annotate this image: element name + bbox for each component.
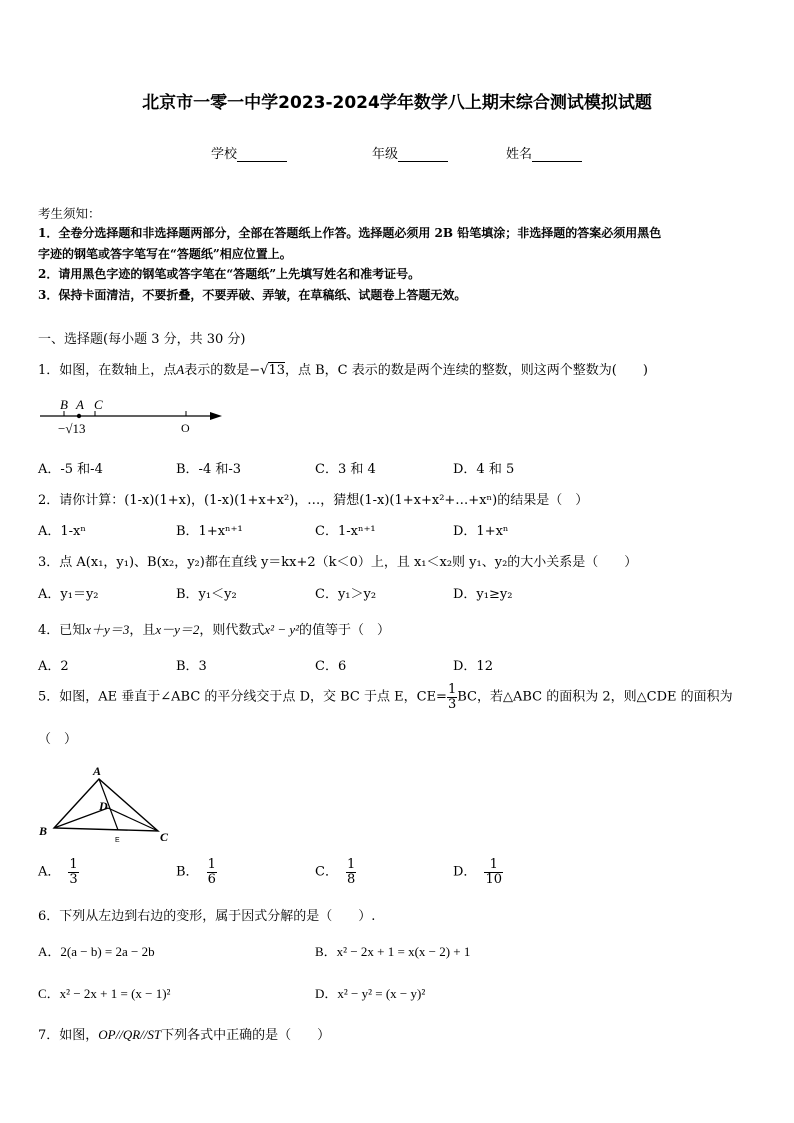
q5-option-b-num: 1	[207, 857, 216, 872]
school-field[interactable]	[211, 143, 287, 162]
section-heading: 一、选择题(每小题 3 分，共 30 分)	[38, 332, 246, 347]
point-a-dot	[77, 414, 81, 418]
q1-option-c[interactable]: C．3 和 4	[315, 462, 376, 477]
q1-mid: 表示的数是	[184, 363, 250, 378]
q4-expr-1: x＋y＝3	[85, 622, 130, 637]
label-b: B	[60, 397, 68, 412]
name-field[interactable]	[506, 143, 582, 162]
q5-pre: 5．如图，AE 垂直于∠ABC 的平分线交于点 D，交 BC 于点 E，CE=	[38, 689, 447, 705]
q6-option-a[interactable]: A．2(a − b) = 2a − 2b	[38, 944, 155, 959]
q5-option-a-den: 3	[69, 871, 78, 887]
q1-option-d[interactable]: D．4 和 5	[453, 462, 515, 477]
label-origin: O	[181, 421, 190, 435]
q5-option-b[interactable]	[176, 858, 217, 886]
grade-field[interactable]	[372, 143, 448, 162]
q1-neg: −	[249, 363, 261, 378]
q1-option-a[interactable]: A．-5 和-4	[38, 462, 103, 477]
question-5	[38, 683, 733, 711]
q7-expr: OP//QR//ST	[98, 1027, 162, 1042]
label-neg-sqrt13: −√13	[58, 421, 86, 436]
q2-option-d[interactable]: D．1+xⁿ	[453, 524, 509, 539]
q7-pre: 7．如图，	[38, 1028, 99, 1043]
q4-expr-2: x－y＝2	[155, 622, 200, 637]
vertex-b: B	[39, 824, 48, 838]
q5-frac-den: 3	[447, 696, 457, 712]
q5-option-d-den: 10	[485, 871, 502, 887]
q4-option-c[interactable]: C．6	[315, 659, 347, 674]
q6-option-c[interactable]: C．x² − 2x + 1 = (x − 1)²	[38, 986, 171, 1001]
point-e: E	[115, 837, 120, 844]
q1-post: ，点 B，C 表示的数是两个连续的整数，则这两个整数为( )	[285, 363, 648, 378]
q6-option-b[interactable]: B．x² − 2x + 1 = x(x − 2) + 1	[315, 944, 471, 959]
q5-paren: （ ）	[38, 732, 78, 747]
question-4	[38, 619, 390, 638]
sqrt-icon: √	[260, 363, 269, 378]
q5-option-d-label: D．	[453, 864, 477, 880]
q2-option-a[interactable]: A．1-xⁿ	[38, 524, 87, 539]
question-7	[38, 1024, 330, 1043]
number-line-figure	[36, 394, 226, 439]
q4-pre: 4．已知	[38, 623, 86, 638]
label-a: A	[76, 397, 84, 412]
q3-option-d[interactable]: D．y₁≥y₂	[453, 587, 513, 602]
q5-fraction	[447, 683, 457, 711]
q5-option-c-den: 8	[346, 871, 356, 887]
q5-option-d-num: 1	[484, 858, 503, 873]
vertex-c: C	[160, 830, 169, 844]
q3-option-a[interactable]: A．y₁＝y₂	[38, 587, 99, 602]
q5-option-a[interactable]	[38, 858, 79, 886]
q2-option-b[interactable]: B．1+xⁿ⁺¹	[176, 524, 243, 539]
name-blank	[532, 148, 582, 162]
q5-option-d[interactable]	[453, 858, 503, 886]
notice-item-3: 3．保持卡面清洁，不要折叠，不要弄破、弄皱，在草稿纸、试题卷上答题无效。	[38, 288, 467, 302]
q1-point-a: A	[176, 362, 185, 377]
q5-option-a-label: A．	[38, 864, 61, 880]
q4-mid: ，且	[129, 623, 156, 638]
arrow-icon	[210, 412, 222, 420]
q4-option-d[interactable]: D．12	[453, 659, 493, 674]
q5-frac-num: 1	[447, 682, 457, 697]
label-c: C	[94, 397, 103, 412]
question-2: 2．请你计算：(1-x)(1+x)，(1-x)(1+x+x²)，…，猜想(1-x)(1+x+x²+…+xⁿ)的结果是（ ）	[38, 493, 589, 508]
q1-option-b[interactable]: B．-4 和-3	[176, 462, 242, 477]
q5-option-c-label: C．	[315, 864, 338, 880]
grade-label: 年级	[372, 147, 399, 162]
name-label: 姓名	[506, 147, 533, 162]
q4-mid2: ，则代数式	[199, 623, 265, 638]
vertex-a: A	[93, 764, 102, 778]
q1-radicand: 13	[268, 363, 285, 378]
q7-post: 下列各式中正确的是（ ）	[161, 1028, 331, 1043]
question-6: 6．下列从左边到右边的变形，属于因式分解的是（ ）.	[38, 909, 376, 924]
q6-option-d[interactable]: D．x² − y² = (x − y)²	[315, 986, 426, 1001]
q3-option-c[interactable]: C．y₁＞y₂	[315, 587, 377, 602]
q4-option-b[interactable]: B．3	[176, 659, 207, 674]
grade-blank	[398, 148, 448, 162]
notice-item-1-line-2: 字迹的钢笔或答字笔写在“答题纸”相应位置上。	[38, 247, 292, 261]
q4-expr-3: x² − y²	[264, 622, 300, 637]
page-title: 北京市一零一中学2023-2024学年数学八上期末综合测试模拟试题	[142, 93, 652, 113]
school-label: 学校	[211, 147, 238, 162]
notice-item-2: 2．请用黑色字迹的钢笔或答字笔在“答题纸”上先填写姓名和准考证号。	[38, 267, 421, 281]
segment-dc	[108, 808, 158, 831]
q5-option-a-num: 1	[69, 857, 78, 872]
question-3: 3．点 A(x₁，y₁)、B(x₂，y₂)都在直线 y＝kx+2（k＜0）上，且 x₁＜x₂则 y₁、y₂的大小关系是（ ）	[38, 555, 638, 570]
school-blank	[237, 148, 287, 162]
q5-option-c[interactable]	[315, 858, 356, 886]
q4-option-a[interactable]: A．2	[38, 659, 69, 674]
q5-option-b-label: B．	[176, 864, 199, 880]
q1-pre: 1．如图，在数轴上，点	[38, 363, 177, 378]
notice-heading: 考生须知：	[38, 206, 101, 221]
notice-item-1-line-1: 1．全卷分选择题和非选择题两部分，全部在答题纸上作答。选择题必须用 2B 铅笔填涂；非选择题的答案必须用黑色	[38, 226, 662, 240]
question-1	[38, 359, 648, 378]
q2-option-c[interactable]: C．1-xⁿ⁺¹	[315, 524, 376, 539]
q4-post: 的值等于（ ）	[299, 623, 391, 638]
point-d: D	[99, 799, 108, 813]
q5-post: BC，若△ABC 的面积为 2，则△CDE 的面积为	[457, 689, 733, 705]
triangle-figure	[36, 764, 176, 846]
q5-option-b-den: 6	[207, 871, 216, 887]
q3-option-b[interactable]: B．y₁＜y₂	[176, 587, 237, 602]
q5-option-c-num: 1	[346, 857, 356, 872]
